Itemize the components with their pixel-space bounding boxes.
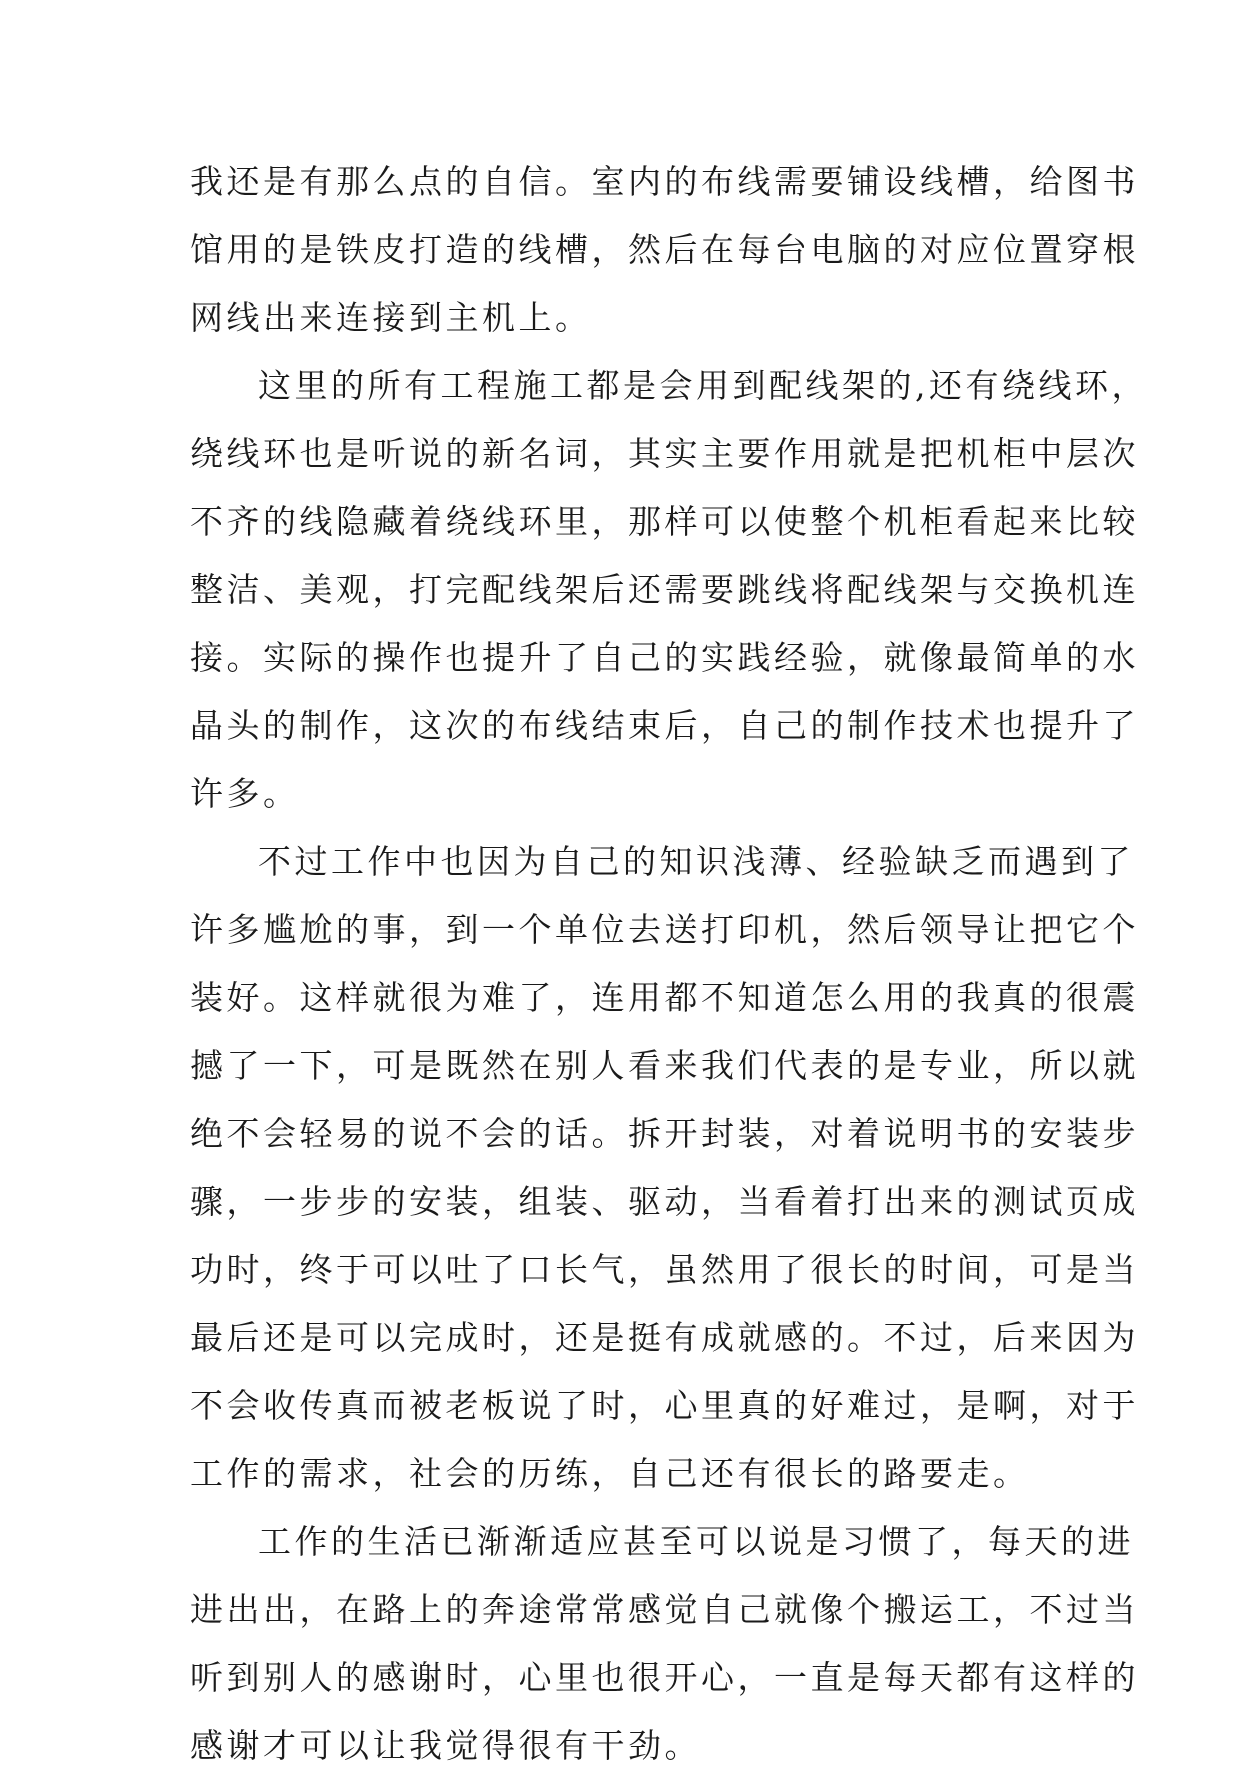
text-line: 装好。这样就很为难了，连用都不知道怎么用的我真的很震 <box>190 978 1139 1017</box>
text-line: 晶头的制作，这次的布线结束后，自己的制作技术也提升了 <box>190 706 1139 745</box>
text-line: 感谢才可以让我觉得很有干劲。 <box>190 1726 701 1765</box>
text-line: 许多。 <box>190 774 300 813</box>
paragraph-1 <box>190 148 1139 352</box>
text-line: 我还是有那么点的自信。室内的布线需要铺设线槽，给图书 <box>190 162 1139 201</box>
text-line: 许多尴尬的事，到一个单位去送打印机，然后领导让把它个 <box>190 910 1139 949</box>
text-line: 网线出来连接到主机上。 <box>190 298 592 337</box>
text-line: 绕线环也是听说的新名词，其实主要作用就是把机柜中层次 <box>190 434 1139 473</box>
text-line: 功时，终于可以吐了口长气，虽然用了很长的时间，可是当 <box>190 1250 1139 1289</box>
text-line: 骤，一步步的安装，组装、驱动，当看着打出来的测试页成 <box>190 1182 1139 1221</box>
document-body <box>190 148 1148 1780</box>
text-line: 不齐的线隐藏着绕线环里，那样可以使整个机柜看起来比较 <box>190 502 1139 541</box>
paragraph-4 <box>190 1508 1139 1780</box>
text-line: 最后还是可以完成时，还是挺有成就感的。不过，后来因为 <box>190 1318 1139 1357</box>
text-line: 绝不会轻易的说不会的话。拆开封装，对着说明书的安装步 <box>190 1114 1139 1153</box>
text-line: 接。实际的操作也提升了自己的实践经验，就像最简单的水 <box>190 638 1139 677</box>
text-line: 不过工作中也因为自己的知识浅薄、经验缺乏而遇到了 <box>258 842 1134 881</box>
text-line: 工作的生活已渐渐适应甚至可以说是习惯了，每天的进 <box>258 1522 1134 1561</box>
paragraph-2 <box>190 352 1148 828</box>
text-line: 不会收传真而被老板说了时，心里真的好难过，是啊，对于 <box>190 1386 1139 1425</box>
text-line: 工作的需求，社会的历练，自己还有很长的路要走。 <box>190 1454 1030 1493</box>
text-line: 馆用的是铁皮打造的线槽，然后在每台电脑的对应位置穿根 <box>190 230 1139 269</box>
text-line: 这里的所有工程施工都是会用到配线架的,还有绕线环， <box>258 366 1148 405</box>
text-line: 撼了一下，可是既然在别人看来我们代表的是专业，所以就 <box>190 1046 1139 1085</box>
text-line: 听到别人的感谢时，心里也很开心，一直是每天都有这样的 <box>190 1658 1139 1697</box>
text-line: 进出出，在路上的奔途常常感觉自己就像个搬运工，不过当 <box>190 1590 1139 1629</box>
text-line: 整洁、美观，打完配线架后还需要跳线将配线架与交换机连 <box>190 570 1139 609</box>
paragraph-3 <box>190 828 1139 1508</box>
